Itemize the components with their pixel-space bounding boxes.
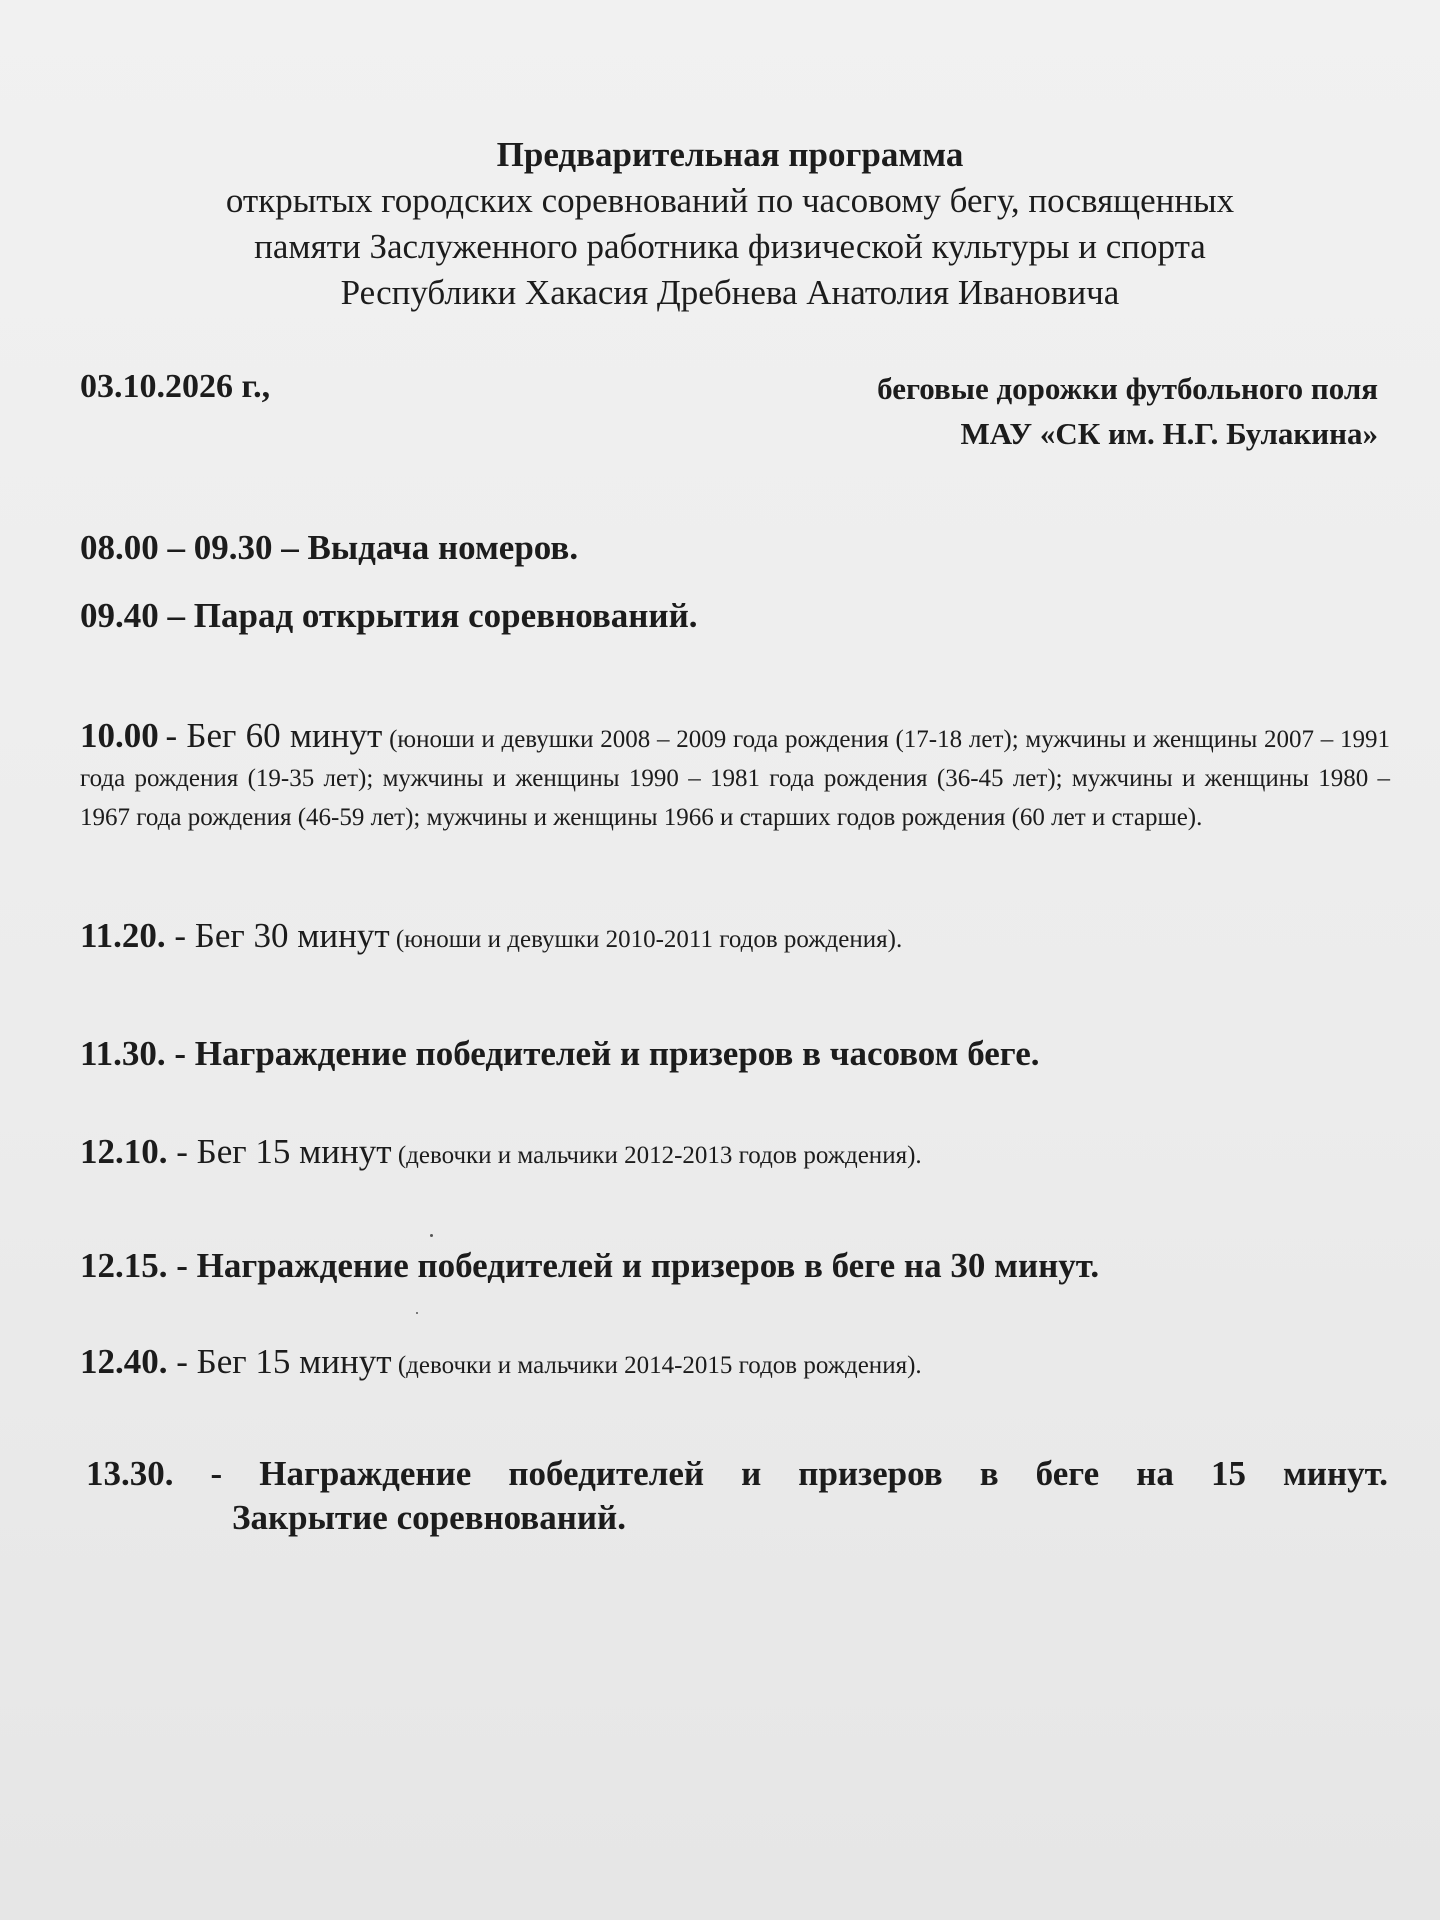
schedule-item-closing bbox=[86, 1452, 1388, 1540]
item-details: (юноши и девушки 2010-2011 годов рождения). bbox=[389, 926, 903, 953]
schedule-item-number-issue: 08.00 – 09.30 – Выдача номеров. bbox=[80, 528, 579, 567]
event-venue bbox=[877, 366, 1378, 456]
item-details: (девочки и мальчики 2012-2013 годов рождения). bbox=[391, 1142, 922, 1169]
closing-word: Награждение bbox=[259, 1454, 472, 1493]
document-title: Предварительная программа bbox=[496, 135, 964, 174]
header-line-3: Республики Хакасия Дребнева Анатолия Ивановича bbox=[340, 273, 1120, 312]
item-event: - Бег 15 минут bbox=[167, 1132, 392, 1171]
schedule-item-opening-parade: 09.40 – Парад открытия соревнований. bbox=[80, 596, 698, 635]
item-details: (девочки и мальчики 2014-2015 годов рождения). bbox=[391, 1352, 922, 1379]
schedule-item-60-min-run bbox=[80, 716, 1390, 837]
closing-word: минут. bbox=[1282, 1454, 1388, 1493]
closing-line-2: Закрытие соревнований. bbox=[232, 1498, 626, 1537]
event-date: 03.10.2026 г., bbox=[80, 368, 271, 405]
document-header bbox=[80, 132, 1380, 316]
closing-line-1 bbox=[86, 1452, 1388, 1496]
schedule-item-30-min-awards: 12.15. - Награждение победителей и призеров в беге на 30 минут. bbox=[80, 1246, 1100, 1285]
closing-word: и bbox=[741, 1454, 762, 1493]
closing-word: - bbox=[210, 1454, 223, 1493]
item-time: 12.10. bbox=[80, 1132, 168, 1171]
closing-word: на bbox=[1136, 1454, 1174, 1493]
item-event: - Бег 15 минут bbox=[167, 1342, 392, 1381]
schedule-item-hour-awards: 11.30. - Награждение победителей и призеров в часовом беге. bbox=[80, 1034, 1040, 1073]
item-event: - Бег 60 минут bbox=[165, 716, 383, 755]
header-line-1: открытых городских соревнований по часовому бегу, посвященных bbox=[225, 181, 1235, 220]
venue-line-2: МАУ «СК им. Н.Г. Булакина» bbox=[960, 416, 1378, 451]
schedule-item-30-min-run bbox=[80, 916, 1390, 956]
schedule-item-15-min-run-2 bbox=[80, 1342, 1390, 1382]
paper-speck bbox=[416, 1312, 418, 1314]
closing-word: призеров bbox=[798, 1454, 943, 1493]
venue-line-1: беговые дорожки футбольного поля bbox=[877, 371, 1378, 406]
item-time: 11.20. bbox=[80, 916, 166, 955]
item-event: - Бег 30 минут bbox=[165, 916, 390, 955]
paper-speck bbox=[430, 1234, 433, 1237]
closing-word: 15 bbox=[1210, 1454, 1246, 1493]
item-time: 12.40. bbox=[80, 1342, 168, 1381]
closing-word: беге bbox=[1035, 1454, 1100, 1493]
closing-word: победителей bbox=[508, 1454, 705, 1493]
item-details: (юноши и девушки 2008 – 2009 года рождения (17-18 лет); мужчины и женщины 2007 – 1991 года рождения (19-35 лет); мужчины и женщины 1990 – 1981 года рождения (36-45 лет); мужчины и женщины 1980 – 1967 года рождения (46-59 лет); мужчины и женщины 1966 и старших годов рождения (60 лет и старше). bbox=[80, 726, 1391, 831]
header-line-2: памяти Заслуженного работника физической культуры и спорта bbox=[254, 227, 1206, 266]
item-time: 10.00 bbox=[80, 716, 159, 755]
closing-word: 13.30. bbox=[86, 1454, 174, 1493]
closing-word: в bbox=[979, 1454, 999, 1493]
schedule-item-15-min-run-1 bbox=[80, 1132, 1390, 1172]
